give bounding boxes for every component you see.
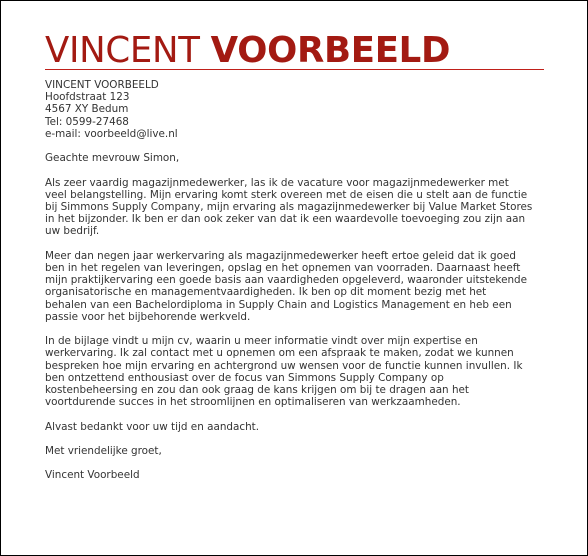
title-first-name: VINCENT — [45, 30, 200, 71]
salutation-text: Geachte mevrouw Simon, — [45, 152, 180, 165]
paragraph-3 — [45, 335, 545, 408]
letter-title — [45, 31, 450, 71]
sender-email: e-mail: voorbeeld@live.nl — [45, 127, 178, 140]
signature-name: Vincent Voorbeeld — [45, 469, 140, 482]
paragraph-line: bespreken hoe mijn ervaring en achtergrond uw wensen voor de functie kunnen invullen. Ik — [45, 359, 523, 372]
paragraph-line: Meer dan negen jaar werkervaring als magazijnmedewerker heeft ertoe geleid dat ik goed — [45, 249, 516, 262]
paragraph-line: mijn praktijkervaring een goede basis aan vaardigheden opgeleverd, waaronder uitstekende — [45, 274, 528, 287]
paragraph-line: passie voor het bijbehorende werkveld. — [45, 310, 251, 323]
sender-address — [45, 79, 545, 140]
closing-text: Met vriendelijke groet, — [45, 445, 162, 457]
signature — [45, 469, 545, 481]
sender-name: VINCENT VOORBEELD — [45, 79, 159, 91]
title-last-name: VOORBEELD — [210, 30, 451, 71]
paragraph-line: ben in het regelen van leveringen, opslag en het opnemen van voorraden. Daarnaast heeft — [45, 262, 521, 274]
paragraph-line: In de bijlage vindt u mijn cv, waarin u meer informatie vindt over mijn expertise en — [45, 335, 478, 348]
sender-phone: Tel: 0599-27468 — [45, 115, 129, 128]
salutation — [45, 152, 545, 164]
paragraph-line: bij Simmons Supply Company, mijn ervaring als magazijnmedewerker bij Value Market Stores — [45, 201, 533, 213]
paragraph-line: Als zeer vaardig magazijnmedewerker, las ik de vacature voor magazijnmedewerker met — [45, 176, 509, 189]
sender-street: Hoofdstraat 123 — [45, 91, 130, 104]
thanks-line — [45, 421, 545, 433]
paragraph-line: werkervaring. Ik zal contact met u opnemen om een afspraak te maken, zodat we kunnen — [45, 347, 514, 360]
paragraph-line: voortdurende succes in het stroomlijnen en optimaliseren van werkzaamheden. — [45, 396, 461, 409]
letter-body — [45, 79, 545, 494]
paragraph-2 — [45, 250, 545, 323]
paragraph-line: organisatorische en managementvaardigheden. Ik ben op dit moment bezig met het — [45, 286, 487, 299]
paragraph-line: ben ontzettend enthousiast over de focus van Simmons Supply Company op — [45, 371, 444, 384]
paragraph-line: veel belangstelling. Mijn ervaring komt sterk overeen met de eisen die u stelt aan de functie — [45, 188, 528, 201]
header-divider — [45, 69, 544, 70]
paragraph-line: in het bijzonder. Ik ben er dan ook zeker van dat ik een waardevolle toevoeging zou zijn aan — [45, 213, 526, 226]
thanks-text: Alvast bedankt voor uw tijd en aandacht. — [45, 420, 260, 433]
paragraph-line: kostenbeheersing en zou dan ook graag de kans krijgen om bij te dragen aan het — [45, 384, 469, 397]
closing — [45, 445, 545, 457]
paragraph-line: behalen van een Bachelordiploma in Supply Chain and Logistics Management en heb een — [45, 298, 512, 311]
sender-postcode-city: 4567 XY Bedum — [45, 103, 129, 116]
paragraph-1 — [45, 177, 545, 238]
paragraph-line: uw bedrijf. — [45, 225, 100, 238]
